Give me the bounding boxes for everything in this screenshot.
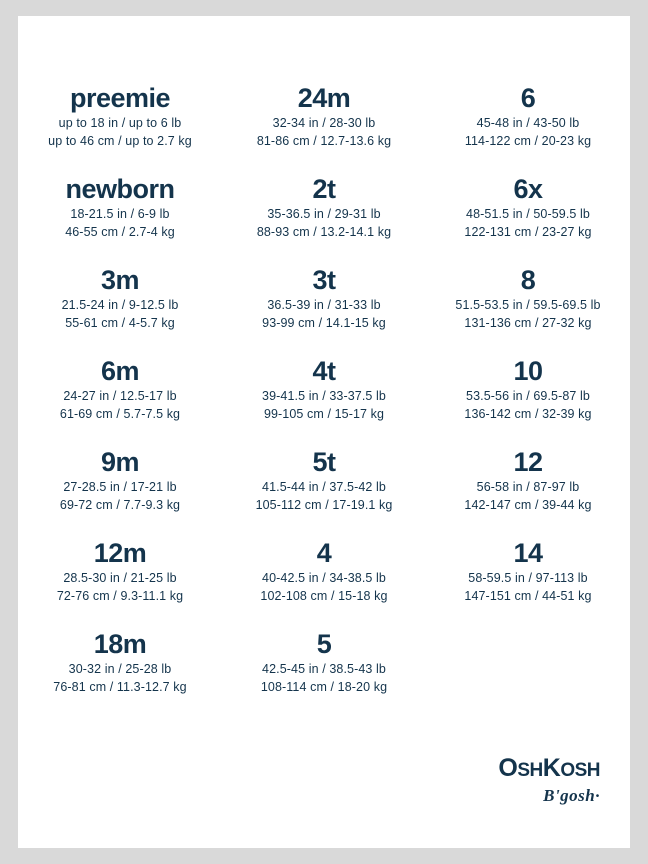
size-measurements-imperial: 45-48 in / 43-50 lb xyxy=(476,116,580,130)
size-measurements-imperial: 42.5-45 in / 38.5-43 lb xyxy=(262,662,386,676)
size-label: 3m xyxy=(100,265,140,295)
size-column-2 xyxy=(222,82,426,719)
logo-letters-osh: OSH xyxy=(560,760,600,781)
size-measurements-imperial: 39-41.5 in / 33-37.5 lb xyxy=(262,389,386,403)
size-measurements-metric: 99-105 cm / 15-17 kg xyxy=(263,407,385,421)
size-measurements-imperial: 53.5-56 in / 69.5-87 lb xyxy=(466,389,590,403)
size-measurements-imperial: 30-32 in / 25-28 lb xyxy=(68,662,172,676)
size-entry xyxy=(426,537,630,628)
brand-logo xyxy=(498,755,600,806)
size-entry xyxy=(426,173,630,264)
size-entry xyxy=(222,264,426,355)
size-entry xyxy=(222,537,426,628)
size-entry xyxy=(222,82,426,173)
size-entry xyxy=(18,537,222,628)
size-measurements-metric: 147-151 cm / 44-51 kg xyxy=(464,589,592,603)
size-label: 6 xyxy=(520,83,536,113)
size-measurements-metric: 131-136 cm / 27-32 kg xyxy=(464,316,592,330)
size-measurements-metric: 81-86 cm / 12.7-13.6 kg xyxy=(256,134,392,148)
size-label: 4 xyxy=(316,538,332,568)
size-label: 6x xyxy=(513,174,543,204)
size-measurements-imperial: 41.5-44 in / 37.5-42 lb xyxy=(262,480,386,494)
size-label: 5t xyxy=(312,447,336,477)
size-entry xyxy=(426,446,630,537)
size-entry xyxy=(222,173,426,264)
size-measurements-imperial: 32-34 in / 28-30 lb xyxy=(272,116,376,130)
size-label: 5 xyxy=(316,629,332,659)
size-measurements-metric: 69-72 cm / 7.7-9.3 kg xyxy=(59,498,181,512)
size-entry xyxy=(18,446,222,537)
size-measurements-imperial: 40-42.5 in / 34-38.5 lb xyxy=(262,571,386,585)
size-column-1 xyxy=(18,82,222,719)
size-entry xyxy=(222,628,426,719)
size-entry xyxy=(18,628,222,719)
size-label: newborn xyxy=(65,174,175,204)
logo-letter-o: O xyxy=(498,754,518,782)
size-measurements-metric: 72-76 cm / 9.3-11.1 kg xyxy=(56,589,184,603)
size-measurements-metric: 88-93 cm / 13.2-14.1 kg xyxy=(256,225,392,239)
size-column-3 xyxy=(426,82,630,719)
logo-letters-sh: SH xyxy=(517,760,543,781)
size-measurements-imperial: 28.5-30 in / 21-25 lb xyxy=(63,571,177,585)
size-measurements-imperial: 58-59.5 in / 97-113 lb xyxy=(468,571,588,585)
size-measurements-metric: 114-122 cm / 20-23 kg xyxy=(464,134,592,148)
size-measurements-imperial: 27-28.5 in / 17-21 lb xyxy=(63,480,177,494)
size-measurements-imperial: up to 18 in / up to 6 lb xyxy=(58,116,182,130)
size-label: 2t xyxy=(312,174,336,204)
size-entry xyxy=(222,355,426,446)
size-label: 10 xyxy=(513,356,543,386)
size-measurements-metric: 108-114 cm / 18-20 kg xyxy=(260,680,388,694)
size-measurements-imperial: 56-58 in / 87-97 lb xyxy=(476,480,580,494)
size-chart-page xyxy=(18,16,630,848)
size-measurements-metric: 76-81 cm / 11.3-12.7 kg xyxy=(53,680,187,694)
size-label: 14 xyxy=(513,538,543,568)
size-label: preemie xyxy=(69,83,171,113)
size-entry xyxy=(426,355,630,446)
size-label: 9m xyxy=(100,447,140,477)
size-measurements-metric: 102-108 cm / 15-18 kg xyxy=(260,589,388,603)
size-entry xyxy=(18,82,222,173)
size-label: 4t xyxy=(312,356,336,386)
size-measurements-metric: 55-61 cm / 4-5.7 kg xyxy=(65,316,175,330)
size-label: 6m xyxy=(100,356,140,386)
size-measurements-imperial: 35-36.5 in / 29-31 lb xyxy=(267,207,381,221)
size-entry xyxy=(426,264,630,355)
size-entry xyxy=(18,355,222,446)
size-measurements-imperial: 18-21.5 in / 6-9 lb xyxy=(70,207,170,221)
size-measurements-metric: 136-142 cm / 32-39 kg xyxy=(464,407,592,421)
size-chart-grid xyxy=(18,82,630,719)
size-entry xyxy=(222,446,426,537)
size-measurements-metric: 122-131 cm / 23-27 kg xyxy=(464,225,592,239)
size-measurements-metric: 93-99 cm / 14.1-15 kg xyxy=(262,316,386,330)
size-measurements-imperial: 48-51.5 in / 50-59.5 lb xyxy=(466,207,590,221)
size-measurements-imperial: 51.5-53.5 in / 59.5-69.5 lb xyxy=(455,298,601,312)
size-label: 18m xyxy=(93,629,147,659)
brand-logo-wordmark xyxy=(498,755,600,784)
logo-letter-k: K xyxy=(542,754,561,782)
size-measurements-imperial: 36.5-39 in / 31-33 lb xyxy=(267,298,381,312)
size-measurements-imperial: 21.5-24 in / 9-12.5 lb xyxy=(61,298,179,312)
size-measurements-metric: 46-55 cm / 2.7-4 kg xyxy=(65,225,175,239)
size-measurements-imperial: 24-27 in / 12.5-17 lb xyxy=(63,389,177,403)
size-measurements-metric: 142-147 cm / 39-44 kg xyxy=(464,498,592,512)
size-label: 3t xyxy=(312,265,336,295)
size-entry xyxy=(18,173,222,264)
size-entry xyxy=(18,264,222,355)
size-label: 24m xyxy=(297,83,351,113)
size-measurements-metric: 61-69 cm / 5.7-7.5 kg xyxy=(59,407,181,421)
size-measurements-metric: up to 46 cm / up to 2.7 kg xyxy=(48,134,192,148)
size-label: 8 xyxy=(520,265,536,295)
size-measurements-metric: 105-112 cm / 17-19.1 kg xyxy=(255,498,393,512)
size-label: 12 xyxy=(513,447,543,477)
brand-logo-subtext: B'gosh· xyxy=(543,786,600,805)
size-label: 12m xyxy=(93,538,147,568)
size-entry xyxy=(426,82,630,173)
